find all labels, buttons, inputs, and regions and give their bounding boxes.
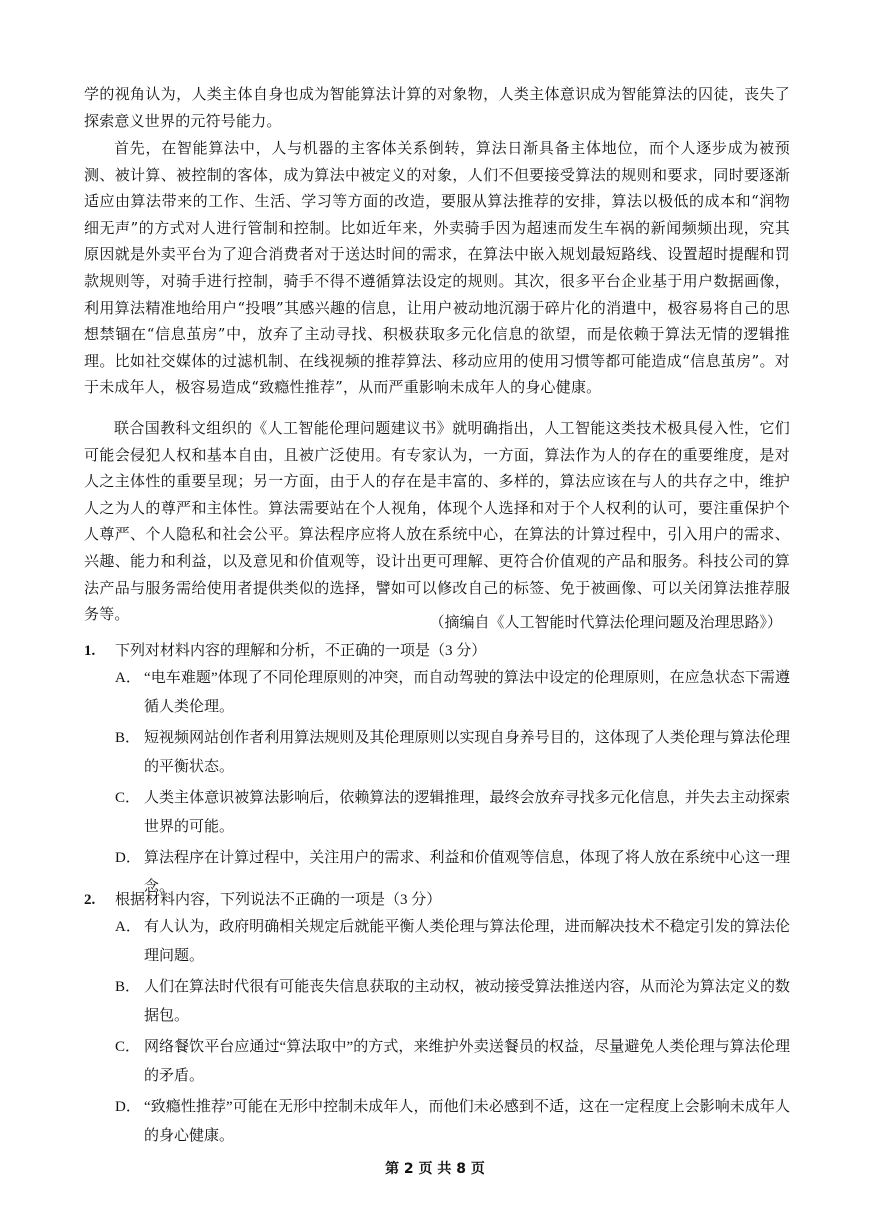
option-text: “致瘾性推荐”可能在无形中控制未成年人，而他们未必感到不适，这在一定程度上会影响未成年人的身心健康。 [144,1099,790,1144]
question-stem [84,638,790,664]
option-letter: A． [115,670,141,686]
question-stem [84,887,790,913]
question-1 [84,638,790,904]
option-letter: B． [115,979,141,995]
passage-paragraph-3: 联合国教科文组织的《人工智能伦理问题建议书》就明确指出，人工智能这类技术极具侵入性，它们可能会侵犯人权和基本自由，且被广泛使用。有专家认为，一方面，算法作为人的存在的重要维度，是对人之主体性的重要呈现；另一方面，由于人的存在是丰富的、多样的，算法应该在与人的共存之中，维护人之为人的尊严和主体性。算法需要站在个人视角，体现个人选择和对于个人权利的认可，要注重保护个人尊严、个人隐私和社会公平。算法程序应将人放在系统中心，在算法的计算过程中，引入用户的需求、兴趣、能力和利益，以及意见和价值观等，设计出更可理解、更符合价值观的产品和服务。科技公司的算法产品与服务需给使用者提供类似的选择，譬如可以修改自己的标签、免于被画像、可以关闭算法推荐服务等。 [84,419,790,624]
question-text: 下列对材料内容的理解和分析，不正确的一项是（3 分） [115,643,487,659]
option-a [84,913,790,971]
option-d [84,1093,790,1151]
option-letter: C． [115,1039,141,1055]
option-letter: C． [115,790,141,806]
option-letter: B． [115,730,141,746]
option-text: 短视频网站创作者利用算法规则及其伦理原则以实现自身养号目的，这体现了人类伦理与算法伦理的平衡状态。 [144,730,790,775]
option-c [84,784,790,842]
option-text: 算法程序在计算过程中，关注用户的需求、利益和价值观等信息，体现了将人放在系统中心这一理念。 [144,850,790,895]
question-2 [84,887,790,1153]
option-letter: A． [115,919,141,935]
option-letter: D． [115,850,141,866]
option-text: 人类主体意识被算法影响后，依赖算法的逻辑推理，最终会放弃寻找多元化信息，并失去主动探索世界的可能。 [144,790,790,835]
option-text: 有人认为，政府明确相关规定后就能平衡人类伦理与算法伦理，进而解决技术不稳定引发的算法伦理问题。 [144,919,790,964]
option-b [84,973,790,1031]
option-b [84,724,790,782]
question-text: 根据材料内容，下列说法不正确的一项是（3 分） [115,892,442,908]
option-text: 网络餐饮平台应通过“算法取中”的方式，来维护外卖送餐员的权益，尽量避免人类伦理与算法伦理的矛盾。 [144,1039,790,1084]
option-a [84,664,790,722]
question-number: 1. [84,643,96,659]
passage-source: （摘编自《人工智能时代算法伦理问题及治理思路》） [429,613,782,631]
option-text: “电车难题”体现了不同伦理原则的冲突，而自动驾驶的算法中设定的伦理原则，在应急状态下需遵循人类伦理。 [144,670,790,715]
passage-paragraph-2: 首先，在智能算法中，人与机器的主客体关系倒转，算法日渐具备主体地位，而个人逐步成为被预测、被计算、被控制的客体，成为算法中被定义的对象，人们不但要接受算法的规则和要求，同时要逐渐适应由算法带来的工作、生活、学习等方面的改造，要服从算法推荐的安排，算法以极低的成本和“润物细无声”的方式对人进行管制和控制。比如近年来，外卖骑手因为超速而发生车祸的新闻频频出现，究其原因就是外卖平台为了迎合消费者对于送达时间的需求，在算法中嵌入规划最短路线、设置超时提醒和罚款规则等，对骑手进行控制，骑手不得不遵循算法设定的规则。其次，很多平台企业基于用户数据画像，利用算法精准地给用户“投喂”其感兴趣的信息，让用户被动地沉溺于碎片化的消遣中，极容易将自己的思想禁锢在“信息茧房”中，放弃了主动寻找、积极获取多元化信息的欲望，而是依赖于算法无情的逻辑推理。比如社交媒体的过滤机制、在线视频的推荐算法、移动应用的使用习惯等都可能造成“信息茧房”。对于未成年人，极容易造成“致瘾性推荐”，从而严重影响未成年人的身心健康。 [84,139,790,397]
passage-paragraph-1: 学的视角认为，人类主体自身也成为智能算法计算的对象物，人类主体意识成为智能算法的囚徒，丧失了探索意义世界的元符号能力。 [84,85,790,130]
question-number: 2. [84,892,96,908]
option-c [84,1033,790,1091]
page-footer: 第 2 页 共 8 页 [385,1161,485,1177]
option-letter: D． [115,1099,141,1115]
option-text: 人们在算法时代很有可能丧失信息获取的主动权，被动接受算法推送内容，从而沦为算法定义的数据包。 [144,979,790,1024]
